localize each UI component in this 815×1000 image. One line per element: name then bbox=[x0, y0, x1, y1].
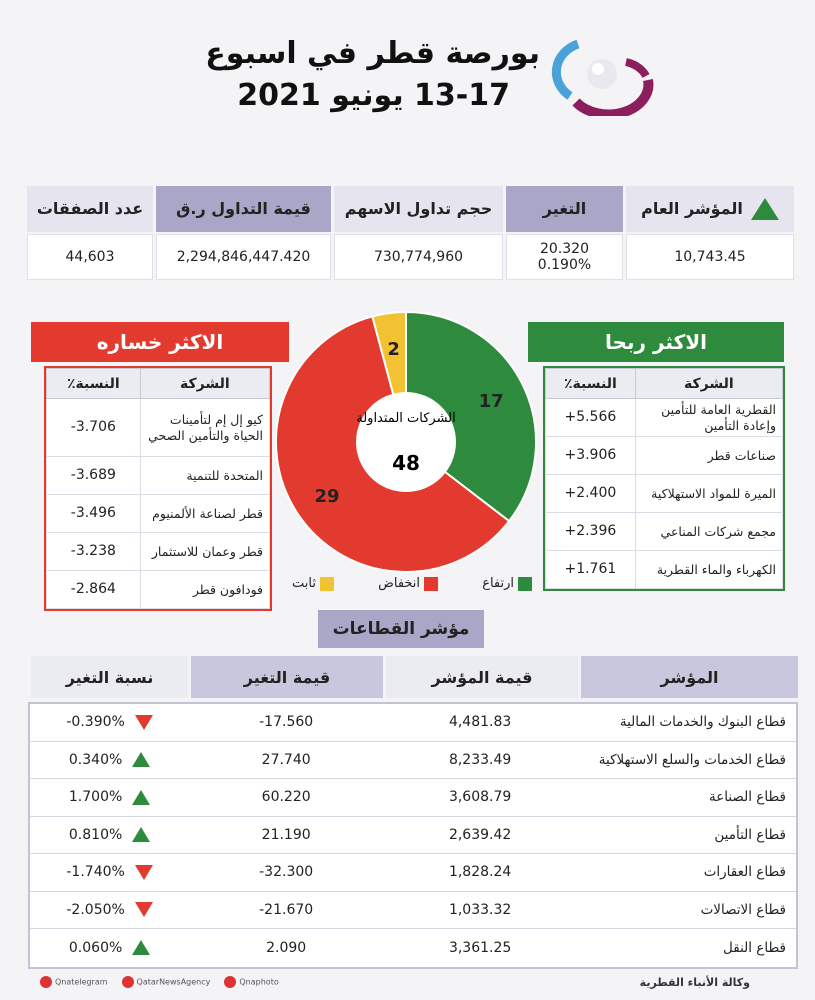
gainers-pct: +5.566 bbox=[546, 399, 636, 437]
sector-pct: -1.740% bbox=[30, 864, 189, 880]
change-value: 20.320 0.190% bbox=[506, 234, 623, 280]
losers-company: قطر وعمان للاستثمار bbox=[140, 533, 269, 571]
losers-company: فودافون قطر bbox=[140, 571, 269, 609]
gainers-company: مجمع شركات المناعي bbox=[635, 513, 782, 551]
sector-change: 2.090 bbox=[266, 939, 307, 956]
top-losers-box bbox=[44, 366, 272, 611]
page-date: 13-17 يونيو 2021 bbox=[237, 78, 510, 113]
donut-hole bbox=[356, 392, 456, 492]
top-losers-table bbox=[46, 368, 270, 609]
volume-header: حجم تداول الاسهم bbox=[334, 186, 503, 232]
sector-change: 21.190 bbox=[261, 826, 311, 843]
sector-change: 27.740 bbox=[261, 751, 311, 768]
legend-item: ارتفاع bbox=[482, 576, 532, 596]
losers-company: قطر لصناعة الألمنيوم bbox=[140, 495, 269, 533]
qse-logo bbox=[548, 36, 658, 116]
sector-row bbox=[30, 929, 796, 967]
sector-value: 3,361.25 bbox=[448, 939, 512, 956]
chart-legend bbox=[292, 576, 532, 596]
sector-pct: -0.390% bbox=[30, 714, 189, 730]
sector-col-value: قيمة المؤشر bbox=[386, 656, 578, 698]
qna-brand: وكالة الأنباء القطرية bbox=[639, 975, 750, 989]
sector-pct: 0.810% bbox=[30, 827, 189, 843]
donut-slice-label: 29 bbox=[314, 485, 340, 507]
sector-pct: -2.050% bbox=[30, 902, 189, 918]
sector-row bbox=[30, 742, 796, 780]
losers-pct: -3.496 bbox=[47, 495, 141, 533]
top-gainers-box bbox=[543, 366, 785, 591]
sector-name: قطاع البنوك والخدمات المالية bbox=[619, 714, 786, 731]
sector-pct: 0.340% bbox=[30, 752, 189, 768]
sector-name: قطاع النقل bbox=[723, 939, 786, 956]
sector-name: قطاع الخدمات والسلع الاستهلاكية bbox=[598, 751, 786, 768]
gainers-row bbox=[546, 551, 783, 589]
footer bbox=[40, 972, 780, 992]
index-value: 10,743.45 bbox=[626, 234, 794, 280]
legend-swatch bbox=[424, 577, 438, 591]
general-index-header: المؤشر العام bbox=[626, 186, 794, 232]
top-gainers-title: الاكثر ربحا bbox=[528, 322, 784, 362]
deals-value: 44,603 bbox=[27, 234, 153, 280]
losers-row bbox=[47, 533, 270, 571]
instagram-link[interactable]: Qnaphoto bbox=[224, 976, 278, 988]
sector-name: قطاع الصناعة bbox=[708, 789, 786, 806]
sector-name: قطاع الاتصالات bbox=[700, 901, 786, 918]
telegram-icon bbox=[40, 976, 52, 988]
losers-company: المتحدة للتنمية bbox=[140, 457, 269, 495]
gainers-company: الميرة للمواد الاستهلاكية bbox=[635, 475, 782, 513]
sector-value: 8,233.49 bbox=[448, 751, 512, 768]
sector-value: 2,639.42 bbox=[448, 826, 512, 843]
losers-row bbox=[47, 495, 270, 533]
gainers-row bbox=[546, 513, 783, 551]
up-triangle-icon bbox=[751, 198, 779, 220]
sector-table bbox=[28, 656, 798, 969]
sector-pct: 1.700% bbox=[30, 789, 189, 805]
top-gainers-table bbox=[545, 368, 783, 589]
instagram-icon bbox=[224, 976, 236, 988]
sector-change: -32.300 bbox=[259, 864, 314, 881]
gainers-company: الكهرباء والماء القطرية bbox=[635, 551, 782, 589]
sector-row bbox=[30, 779, 796, 817]
losers-pct: -3.238 bbox=[47, 533, 141, 571]
donut-slice-label: 2 bbox=[387, 338, 400, 360]
donut-center-title: الشركات المتداولة bbox=[356, 411, 456, 426]
top-losers-title: الاكثر خساره bbox=[31, 322, 289, 362]
gainers-pct: +2.396 bbox=[546, 513, 636, 551]
donut-total: 48 bbox=[392, 451, 420, 475]
deals-header: عدد الصفقات bbox=[27, 186, 153, 232]
gainers-col-pct: النسبة٪ bbox=[546, 369, 636, 399]
losers-col-company: الشركة bbox=[140, 369, 269, 399]
sector-value: 3,608.79 bbox=[448, 789, 512, 806]
sector-col-change: قيمة التغير bbox=[191, 656, 383, 698]
gainers-company: القطرية العامة للتأمين وإعادة التأمين bbox=[635, 399, 782, 437]
losers-row bbox=[47, 399, 270, 457]
up-triangle-icon bbox=[132, 752, 150, 767]
gainers-pct: +2.400 bbox=[546, 475, 636, 513]
legend-swatch bbox=[518, 577, 532, 591]
sector-row bbox=[30, 892, 796, 930]
up-triangle-icon bbox=[132, 827, 150, 842]
losers-pct: -3.689 bbox=[47, 457, 141, 495]
general-index-table bbox=[24, 186, 794, 278]
gainers-row bbox=[546, 399, 783, 437]
trade-value: 2,294,846,447.420 bbox=[156, 234, 331, 280]
page-title: بورصة قطر في اسبوع bbox=[205, 36, 540, 71]
twitter-icon bbox=[122, 976, 134, 988]
telegram-link[interactable]: Qnatelegram bbox=[40, 976, 108, 988]
sector-value: 1,033.32 bbox=[448, 901, 512, 918]
legend-item: انخفاض bbox=[378, 576, 438, 596]
losers-pct: -2.864 bbox=[47, 571, 141, 609]
down-triangle-icon bbox=[135, 715, 153, 730]
sector-rows bbox=[28, 702, 798, 969]
legend-swatch bbox=[320, 577, 334, 591]
down-triangle-icon bbox=[135, 865, 153, 880]
sector-name: قطاع التأمين bbox=[714, 826, 786, 843]
gainers-col-company: الشركة bbox=[635, 369, 782, 399]
gainers-pct: +1.761 bbox=[546, 551, 636, 589]
down-triangle-icon bbox=[135, 902, 153, 917]
traded-companies-donut bbox=[268, 304, 544, 580]
change-header: التغير bbox=[506, 186, 623, 232]
sector-name: قطاع العقارات bbox=[703, 864, 786, 881]
volume-value: 730,774,960 bbox=[334, 234, 503, 280]
losers-company: كيو إل إم لتأمينات الحياة والتأمين الصحي bbox=[140, 399, 269, 457]
sector-change: 60.220 bbox=[261, 789, 311, 806]
losers-pct: -3.706 bbox=[47, 399, 141, 457]
losers-row bbox=[47, 571, 270, 609]
gainers-row bbox=[546, 437, 783, 475]
losers-row bbox=[47, 457, 270, 495]
up-triangle-icon bbox=[132, 790, 150, 805]
losers-col-pct: النسبة٪ bbox=[47, 369, 141, 399]
sector-row bbox=[30, 817, 796, 855]
gainers-company: صناعات قطر bbox=[635, 437, 782, 475]
sector-banner: مؤشر القطاعات bbox=[318, 610, 484, 648]
gainers-pct: +3.906 bbox=[546, 437, 636, 475]
twitter-link[interactable]: QatarNewsAgency bbox=[122, 976, 211, 988]
sector-col-name: المؤشر bbox=[581, 656, 798, 698]
sector-col-pct: نسبة التغير bbox=[31, 656, 188, 698]
gainers-row bbox=[546, 475, 783, 513]
sector-value: 4,481.83 bbox=[448, 714, 512, 731]
up-triangle-icon bbox=[132, 940, 150, 955]
sector-row bbox=[30, 704, 796, 742]
sector-change: -21.670 bbox=[259, 901, 314, 918]
legend-item: ثابت bbox=[292, 576, 334, 596]
sector-change: -17.560 bbox=[259, 714, 314, 731]
value-header: قيمة التداول ر.ق bbox=[156, 186, 331, 232]
sector-value: 1,828.24 bbox=[448, 864, 512, 881]
donut-slice-label: 17 bbox=[478, 390, 504, 412]
sector-row bbox=[30, 854, 796, 892]
sector-pct: 0.060% bbox=[30, 940, 189, 956]
